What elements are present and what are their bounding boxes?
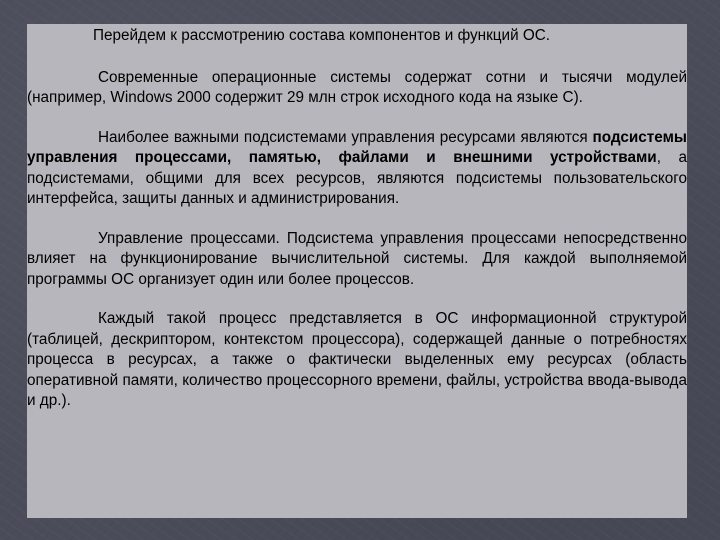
paragraph-subsystems (27, 128, 687, 210)
slide-text-box (27, 24, 687, 518)
paragraph-subsystems-bold: подсистемы управления процессами, памятью, файлами и внешними устройствами (27, 128, 687, 166)
paragraph-process-structure-text: Каждый такой процесс представляется в ОС информационной структурой (таблицей, дескриптором, контекстом процессора), содержащей данные о потребностях процесса в ресурсах, а также о фактически выделенных ему ресурсах (область оперативной памяти, количество процессорного времени, файлы, устройства ввода-вывода и др.). (27, 310, 687, 409)
paragraph-subsystems-intro: Наиболее важными подсистемами управления ресурсами являются (98, 128, 593, 146)
paragraph-modules (27, 68, 687, 109)
intro-line: Перейдем к рассмотрению состава компонентов и функций ОС. (93, 27, 551, 44)
paragraph-modules-text: Современные операционные системы содержат сотни и тысячи модулей (например, Windows 2000 содержит 29 млн строк исходного кода на языке С). (27, 68, 687, 106)
paragraph-subsystems-rest: , а подсистемами, общими для всех ресурсов, являются подсистемы пользовательского интерфейса, защиты данных и администрирования. (27, 149, 687, 207)
paragraph-process-structure (27, 309, 687, 412)
paragraph-process-management (27, 229, 687, 291)
paragraph-process-management-text: Управление процессами. Подсистема управления процессами непосредственно влияет на функционирование вычислительной системы. Для каждой выполняемой программы ОС организует один или более процессов. (27, 229, 687, 288)
